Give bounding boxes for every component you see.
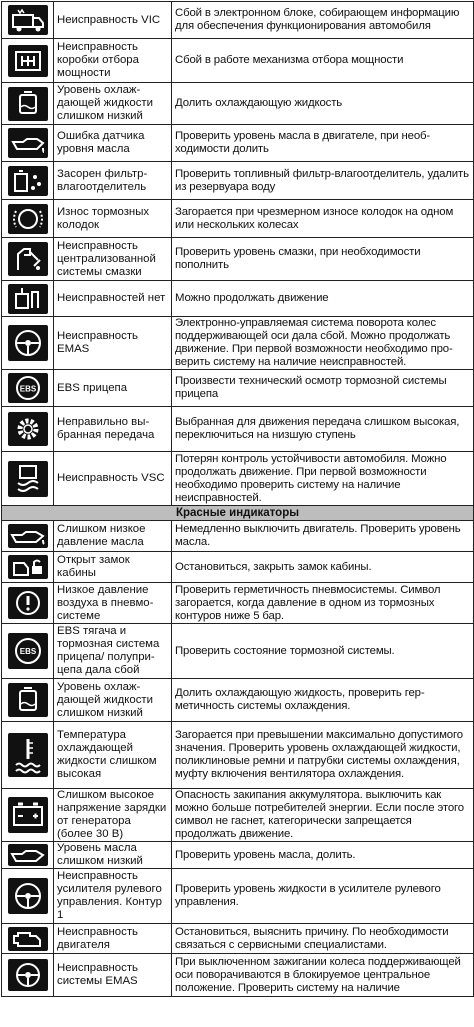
icon-cell (2, 954, 54, 997)
vic-fault-icon (8, 5, 48, 35)
indicator-name: EBS прицепа (54, 370, 172, 407)
table-row (2, 200, 474, 238)
indicator-name: Уровень охлаждающей жидкости слишком низкий (54, 679, 172, 722)
indicator-name: Неисправностей нет (54, 281, 172, 317)
indicator-name: Неисправность системы EMAS (54, 954, 172, 997)
indicator-description: Долить охлаждающую жидкость, проверить герметичность системы охлаждения. (172, 679, 474, 722)
indicator-description: Проверить уровень масла, долить. (172, 842, 474, 869)
icon-cell (2, 407, 54, 452)
engine-fault-icon (8, 927, 48, 951)
red-section (2, 506, 474, 521)
vsc-stability-icon (8, 461, 48, 497)
icon-cell (2, 125, 54, 162)
indicator-name: Засорен фильтр-влагоотделитель (54, 162, 172, 200)
pto-fault-icon (8, 45, 48, 77)
indicator-name: Низкое давление воздуха в пневмосистеме (54, 583, 172, 624)
icon-cell (2, 2, 54, 39)
icon-cell (2, 39, 54, 83)
icon-cell (2, 583, 54, 624)
table-row (2, 583, 474, 624)
indicator-description: Потерян контроль устойчивости автомобиля. Можно продолжать движение. При первой возможности необходимо проверить систему на наличие неисправностей. (172, 452, 474, 506)
indicator-description: При выключенном зажигании колеса поддерживающей оси поворачиваются в блокируемое центральное положение. Проверить систему на наличие (172, 954, 474, 997)
indicator-name: EBS тягача и тормозная система прицепа/ полуприцепа дала сбой (54, 624, 172, 679)
icon-cell (2, 83, 54, 125)
indicator-name: Износ тормозных колодок (54, 200, 172, 238)
indicator-description: Проверить уровень смазки, при необходимости пополнить (172, 238, 474, 281)
table-row (2, 2, 474, 39)
coolant-low-icon (8, 683, 48, 717)
icon-cell (2, 842, 54, 869)
fuel-filter-icon (8, 166, 48, 196)
cab-lock-icon (8, 555, 48, 579)
emas-steering-icon (8, 325, 48, 361)
oil-sensor-icon (8, 128, 48, 158)
oil-level-icon (8, 844, 48, 866)
icon-cell (2, 924, 54, 954)
indicator-description: Электронно-управляемая система поворота колес поддерживающей оси дала сбой. Можно продолжать движение. При первой возможности необходимо проверить систему на наличие неисправностей. (172, 317, 474, 370)
table-row (2, 552, 474, 583)
indicator-name: Неисправность VSC (54, 452, 172, 506)
emas-system-icon (8, 959, 48, 991)
indicator-name: Неисправность EMAS (54, 317, 172, 370)
indicator-table (1, 1, 474, 997)
icon-cell (2, 869, 54, 924)
ebs-tractor-icon (8, 633, 48, 669)
table-row (2, 162, 474, 200)
icon-cell (2, 238, 54, 281)
indicator-name: Неисправность централизованной системы смазки (54, 238, 172, 281)
indicator-name: Слишком низкое давление масла (54, 521, 172, 552)
table-row (2, 370, 474, 407)
icon-cell (2, 317, 54, 370)
indicator-description: Проверить герметичность пневмосистемы. Символ загорается, когда давление в одном из тормозных контуров ниже 5 бар. (172, 583, 474, 624)
indicator-description: Произвести технический осмотр тормозной системы прицепа (172, 370, 474, 407)
icon-cell (2, 552, 54, 583)
table-row (2, 407, 474, 452)
indicator-name: Неисправность VIC (54, 2, 172, 39)
indicator-description: Загорается при чрезмерном износе колодок на одном или нескольких колесах (172, 200, 474, 238)
table-row (2, 452, 474, 506)
table-row (2, 317, 474, 370)
table-row (2, 679, 474, 722)
power-steering-icon (8, 878, 48, 914)
icon-cell (2, 370, 54, 407)
table-row (2, 521, 474, 552)
table-row (2, 238, 474, 281)
icon-cell (2, 162, 54, 200)
table-row (2, 39, 474, 83)
table-row (2, 281, 474, 317)
brake-wear-icon (8, 204, 48, 234)
indicator-description: Сбой в электронном блоке, собирающем информацию для обеспечения функционирования автомобиля (172, 2, 474, 39)
coolant-level-icon (8, 87, 48, 121)
table-row (2, 924, 474, 954)
table-row (2, 954, 474, 997)
icon-cell (2, 679, 54, 722)
indicator-description: Проверить топливный фильтр-влагоотделитель, удалить из резервуара воду (172, 162, 474, 200)
indicator-description: Проверить уровень масла в двигателе, при необходимости долить (172, 125, 474, 162)
coolant-temp-icon (8, 733, 48, 777)
fault-generic-icon (8, 284, 48, 314)
indicator-description: Немедленно выключить двигатель. Проверить уровень масла. (172, 521, 474, 552)
indicator-description: Проверить состояние тормозной системы. (172, 624, 474, 679)
icon-cell (2, 452, 54, 506)
indicator-name: Уровень масла слишком низкий (54, 842, 172, 869)
icon-cell (2, 281, 54, 317)
svg-text:EBS: EBS (19, 647, 36, 656)
indicator-name: Неисправность коробки отбора мощности (54, 39, 172, 83)
table-row (2, 624, 474, 679)
indicator-description: Загорается при превышении максимально допустимого значения. Проверить уровень охлаждающей жидкости, поликлиновые ремни и патрубки системы охлаждения, муфту включения вентилятора охлаждения. (172, 722, 474, 789)
icon-cell (2, 722, 54, 789)
table-row (2, 869, 474, 924)
air-pressure-icon (8, 587, 48, 619)
section-row (2, 506, 474, 521)
red-indicators-body (2, 521, 474, 997)
indicator-description: Долить охлаждающую жидкость (172, 83, 474, 125)
battery-icon (8, 797, 48, 833)
table-row (2, 842, 474, 869)
indicator-name: Неисправность усилителя рулевого управления. Контур 1 (54, 869, 172, 924)
indicator-name: Температура охлаждающей жидкости слишком высокая (54, 722, 172, 789)
svg-text:EBS: EBS (19, 384, 36, 394)
indicator-description: Можно продолжать движение (172, 281, 474, 317)
table-row (2, 789, 474, 842)
indicator-description: Остановиться, выяснить причину. По необходимости связаться с сервисными специалистами. (172, 924, 474, 954)
icon-cell (2, 521, 54, 552)
icon-cell (2, 200, 54, 238)
indicator-description: Проверить уровень жидкости в усилителе рулевого управления. (172, 869, 474, 924)
indicator-name: Ошибка датчика уровня масла (54, 125, 172, 162)
section-header: Красные индикаторы (2, 506, 474, 521)
icon-cell (2, 789, 54, 842)
indicator-description: Сбой в работе механизма отбора мощности (172, 39, 474, 83)
table-row (2, 125, 474, 162)
indicator-name: Неисправность двигателя (54, 924, 172, 954)
ebs-trailer-icon (8, 373, 48, 403)
indicator-description: Выбранная для движения передача слишком высокая, переключиться на низшую ступень (172, 407, 474, 452)
warning-indicators-body (2, 2, 474, 506)
table-row (2, 83, 474, 125)
lubrication-icon (8, 242, 48, 276)
indicator-name: Слишком высокое напряжение зарядки от генератора (более 30 В) (54, 789, 172, 842)
indicator-name: Неправильно выбранная передача (54, 407, 172, 452)
gear-select-icon (8, 412, 48, 446)
indicator-name: Открыт замок кабины (54, 552, 172, 583)
icon-cell (2, 624, 54, 679)
indicator-name: Уровень охлаждающей жидкости слишком низкий (54, 83, 172, 125)
indicator-description: Опасность закипания аккумулятора. выключить как можно больше потребителей энергии. Если после этого символ не гаснет, категорически запрещается продолжать движение. (172, 789, 474, 842)
oil-pressure-icon (8, 524, 48, 548)
indicator-description: Остановиться, закрыть замок кабины. (172, 552, 474, 583)
table-row (2, 722, 474, 789)
